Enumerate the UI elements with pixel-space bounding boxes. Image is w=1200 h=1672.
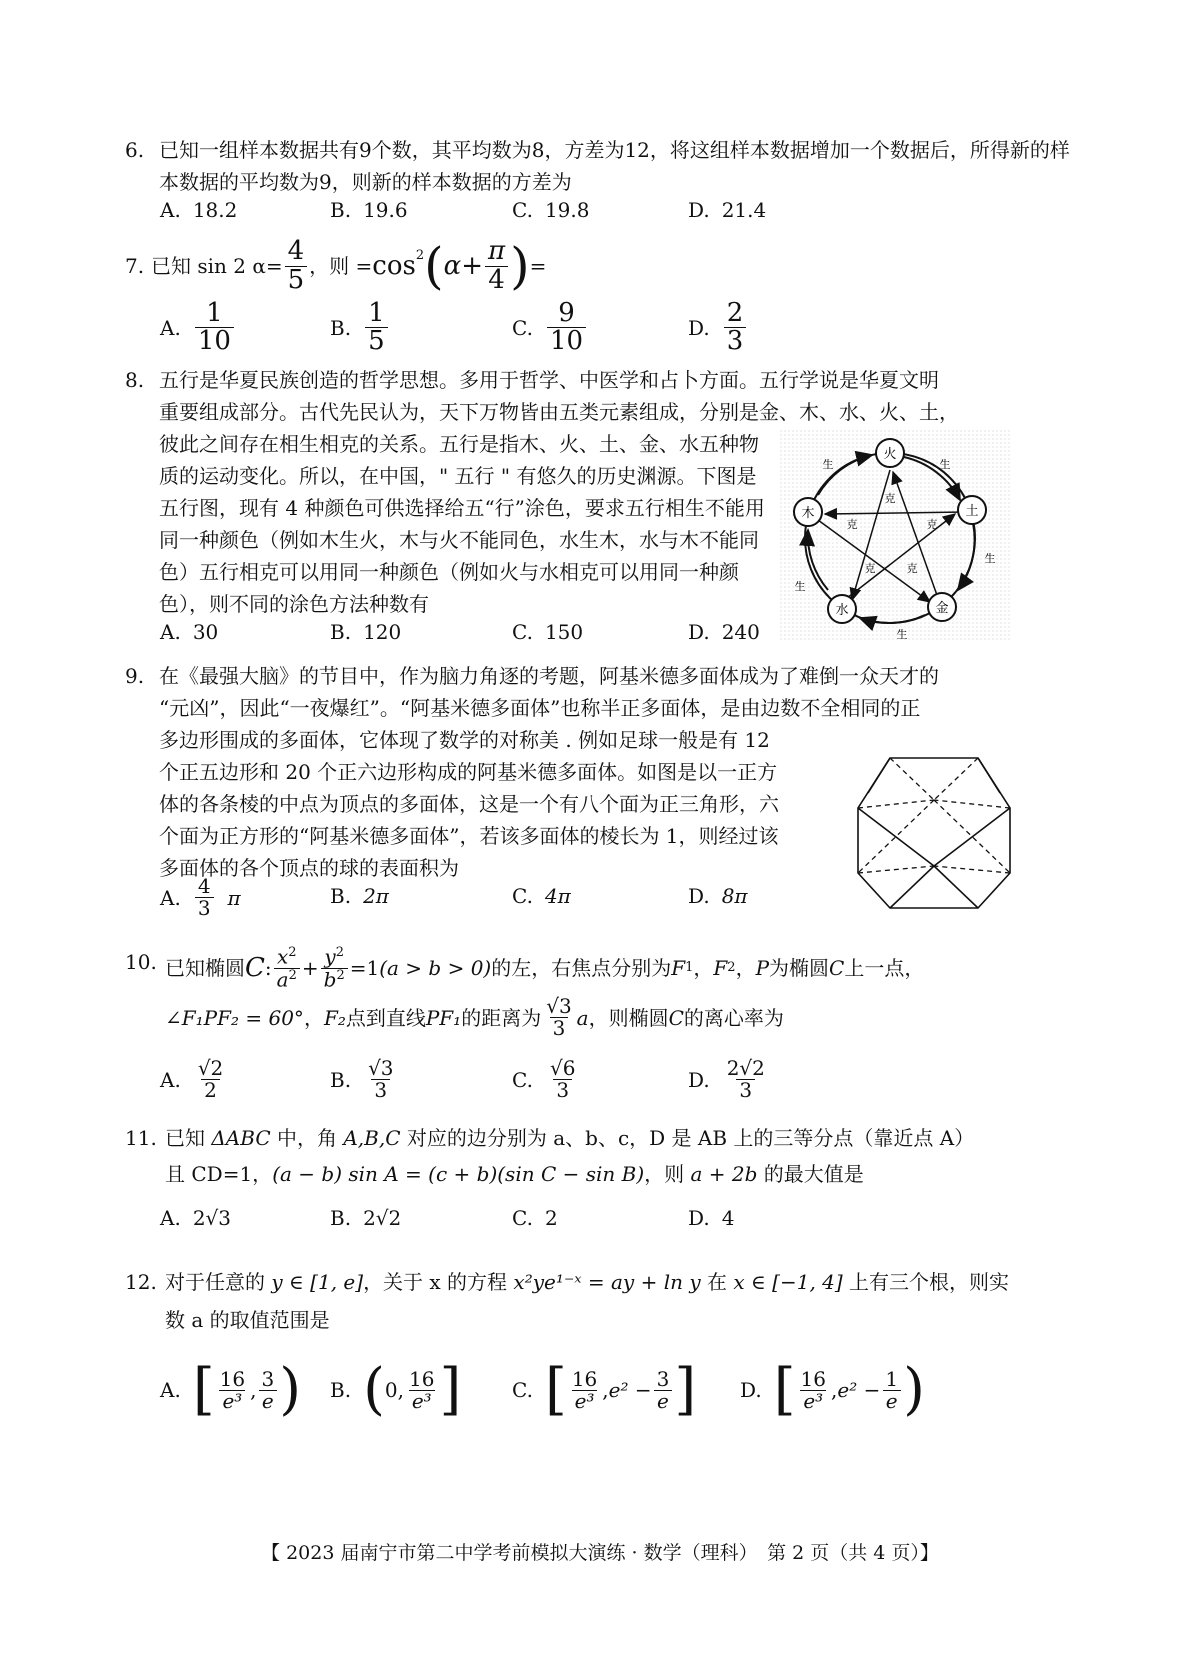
cos-func: cos bbox=[372, 251, 416, 281]
line-pf1: PF₁ bbox=[425, 1005, 462, 1030]
sep: ， bbox=[693, 956, 714, 981]
option-c: C. [ $\frac{16}{\text{e³}}$ , e² − $\frac{3}{e}$ ] bbox=[512, 1357, 697, 1422]
option-b: B. $\frac{√3}{3}$ bbox=[330, 1056, 394, 1102]
ellipse-name: C bbox=[829, 956, 845, 981]
q7-mid: ，则 = bbox=[309, 254, 373, 278]
q7-pre: 已知 sin 2 α bbox=[151, 254, 266, 278]
option-a: A. 30 bbox=[160, 620, 219, 644]
option-d: D. 240 bbox=[688, 620, 760, 644]
q10-text: 已知椭圆 bbox=[165, 956, 245, 981]
question-12 bbox=[125, 1266, 1125, 1336]
option-b: B. 120 bbox=[330, 620, 402, 644]
q11-text: ，则 bbox=[644, 1162, 691, 1186]
option-c: C. 2 bbox=[512, 1206, 558, 1230]
option-b: B. ( 0, $\frac{16}{\text{e³}}$ ] bbox=[330, 1357, 462, 1422]
option-c: C. $\frac{√6}{3}$ bbox=[512, 1056, 576, 1102]
option-a: A. [ $\frac{16}{\text{e³}}$ , $\frac{3}{e}$ ) bbox=[160, 1357, 302, 1422]
question-11 bbox=[125, 1122, 1125, 1190]
svg-text:生: 生 bbox=[984, 552, 996, 565]
q10-text: 为椭圆 bbox=[769, 956, 830, 981]
options-7 bbox=[160, 300, 860, 360]
fraction: $\frac{y^2}{b^2}$ bbox=[321, 946, 348, 990]
option-c: C. $\frac{9}{10}$ bbox=[512, 300, 588, 356]
option-a: A. $\frac{4}{3}$ π bbox=[160, 874, 241, 920]
question-line: 在《最强大脑》的节目中，作为脑力角逐的考题，阿基米德多面体成为了难倒一众天才的 bbox=[159, 664, 939, 688]
question-7: 7. 已知 sin 2 α = $\frac{4}{5}$ ，则 = cos 2 ( α+ $\frac{\pi}{4}$ ) = bbox=[125, 236, 547, 295]
q12-text: ，关于 x 的方程 bbox=[363, 1270, 514, 1294]
y-condition: y ∈ [1, e] bbox=[271, 1270, 364, 1294]
option-c: C. 19.8 bbox=[512, 198, 590, 222]
ellipse-name: C bbox=[668, 1005, 684, 1030]
colon: : bbox=[264, 956, 272, 981]
svg-text:克: 克 bbox=[926, 518, 938, 531]
option-b: B. $\frac{1}{5}$ bbox=[330, 300, 390, 356]
q11-text: 对应的边分别为 a、b、c，D 是 AB 上的三等分点（靠近点 A） bbox=[400, 1126, 975, 1150]
options-6 bbox=[160, 198, 860, 238]
equation: (a − b) sin A = (c + b)(sin C − sin B) bbox=[272, 1162, 645, 1186]
focus-2: F₂ bbox=[323, 1005, 346, 1030]
svg-text:生: 生 bbox=[822, 458, 834, 471]
q11-text: 且 CD=1， bbox=[165, 1162, 273, 1186]
q10-text: 上一点， bbox=[844, 956, 925, 981]
question-number: 11. bbox=[125, 1126, 157, 1150]
eq: =1 bbox=[349, 956, 380, 981]
fraction: $\frac{\pi}{4}$ bbox=[485, 238, 508, 294]
option-d: D. [ $\frac{16}{\text{e³}}$ , e² − $\frac{1}{e}$ ) bbox=[740, 1357, 925, 1422]
question-number: 9. bbox=[125, 664, 145, 688]
equation: x²ye¹⁻ˣ = ay + ln y bbox=[513, 1270, 701, 1294]
svg-text:克: 克 bbox=[884, 492, 896, 505]
q12-text: 对于任意的 bbox=[165, 1270, 272, 1294]
question-line: 重要组成部分。古代先民认为，天下万物皆由五类元素组成，分别是金、木、水、火、土， bbox=[159, 400, 959, 424]
question-6 bbox=[125, 134, 1085, 198]
node-water: 水 bbox=[835, 603, 849, 618]
option-b: B. 2√2 bbox=[330, 1206, 402, 1230]
angle-condition: ∠F₁PF₂ = 60° bbox=[165, 1005, 304, 1030]
expression: a + 2b bbox=[690, 1162, 758, 1186]
q10-text: ，则椭圆 bbox=[588, 1005, 669, 1030]
svg-text:克: 克 bbox=[846, 518, 858, 531]
question-text: 彼此之间存在相生相克的关系。五行是指木、火、土、金、水五种物质的运动变化。所以，在中国，" 五行 " 有悠久的历史渊源。下图是五行图，现有 4 种颜色可供选择给五“行”涂色，要求五行相生不能用同一种颜色（例如木生火，木与火不能同色，水生木，水与木不能同色）五行相克可以用同一种颜色（例如火与水相克可以用同一种颜色），则不同的涂色方法种数有 bbox=[159, 432, 765, 616]
node-fire: 火 bbox=[883, 447, 897, 462]
option-c: C. 150 bbox=[512, 620, 584, 644]
option-a: A. 18.2 bbox=[160, 198, 238, 222]
option-b: B. 19.6 bbox=[330, 198, 408, 222]
angles: A,B,C bbox=[343, 1126, 401, 1150]
sep: ， bbox=[735, 956, 756, 981]
hidden-edges bbox=[858, 758, 1010, 873]
var-a: a bbox=[576, 1005, 589, 1030]
q10-text: 的离心率为 bbox=[683, 1005, 784, 1030]
option-d: D. 8π bbox=[688, 884, 748, 908]
options-12 bbox=[160, 1357, 960, 1428]
options-11 bbox=[160, 1206, 860, 1246]
point-p: P bbox=[755, 956, 770, 981]
triangle: ΔABC bbox=[211, 1126, 271, 1150]
question-number: 12. bbox=[125, 1270, 157, 1294]
option-d: D. $\frac{2√2}{3}$ bbox=[688, 1056, 765, 1102]
x-condition: x ∈ [−1, 4] bbox=[733, 1270, 843, 1294]
option-d: D. 4 bbox=[688, 1206, 735, 1230]
sep: ， bbox=[303, 1005, 324, 1030]
fraction: $\frac{4}{5}$ bbox=[285, 238, 308, 294]
option-a: A. $\frac{1}{10}$ bbox=[160, 300, 236, 356]
q10-text: 的左，右焦点分别为 bbox=[491, 956, 672, 981]
options-8 bbox=[160, 620, 860, 660]
fraction: $\frac{√3}{3}$ bbox=[546, 994, 572, 1041]
question-number: 7. bbox=[125, 254, 145, 278]
option-a: A. 2√3 bbox=[160, 1206, 232, 1230]
cuboctahedron-figure bbox=[850, 748, 1015, 918]
node-wood: 木 bbox=[801, 506, 815, 521]
visible-edges bbox=[858, 758, 1010, 908]
svg-text:克: 克 bbox=[864, 562, 876, 575]
focus-2: F bbox=[713, 956, 728, 981]
condition: (a > b > 0) bbox=[379, 956, 492, 981]
question-text: 已知一组样本数据共有9个数，其平均数为8，方差为12，将这组样本数据增加一个数据后，所得新的样本数据的平均数为9，则新的样本数据的方差为 bbox=[159, 138, 1070, 194]
wuxing-diagram bbox=[780, 430, 1010, 640]
options-9 bbox=[160, 876, 860, 926]
q12-text: 在 bbox=[700, 1270, 734, 1294]
svg-text:克: 克 bbox=[906, 562, 918, 575]
q7-eq: = bbox=[265, 254, 283, 278]
plus: + bbox=[301, 956, 319, 981]
q10-text: 的距离为 bbox=[461, 1005, 542, 1030]
option-b: B. 2π bbox=[330, 884, 389, 908]
q11-text: 的最大值是 bbox=[757, 1162, 864, 1186]
node-earth: 土 bbox=[965, 504, 979, 519]
option-d: D. 21.4 bbox=[688, 198, 767, 222]
question-10: 10. 已知椭圆 C : $\frac{x^2}{a^2}$ + $\frac{y^2}{b^2}$ =1 (a > b > 0) 的左，右焦点分别为 F 1 ， F 2 ， P 为椭圆 C 上一点， ∠F₁PF₂ = 60° ， F₂ 点到直线 PF₁ 的距离为 $\frac{√3}{3}$ a ，则椭圆 C 的离心率为 bbox=[125, 944, 925, 1041]
svg-text:生: 生 bbox=[794, 580, 806, 593]
svg-text:生: 生 bbox=[896, 628, 908, 640]
option-a: A. $\frac{√2}{2}$ bbox=[160, 1056, 224, 1102]
question-number: 6. bbox=[125, 138, 145, 162]
alpha-term: α+ bbox=[443, 251, 483, 281]
q12-text: 上有三个根，则实 bbox=[842, 1270, 1010, 1294]
question-number: 10. bbox=[125, 950, 157, 974]
q11-text: 中，角 bbox=[270, 1126, 344, 1150]
question-line: 五行是华夏民族创造的哲学思想。多用于哲学、中医学和占卜方面。五行学说是华夏文明 bbox=[159, 368, 939, 392]
q7-end: = bbox=[529, 254, 547, 278]
q11-text: 已知 bbox=[165, 1126, 212, 1150]
page-footer: 【 2023 届南宁市第二中学考前模拟大演练 · 数学（理科） 第 2 页（共 4 页）】 bbox=[261, 1542, 939, 1564]
option-d: D. $\frac{2}{3}$ bbox=[688, 300, 748, 356]
question-number: 8. bbox=[125, 368, 145, 392]
option-c: C. 4π bbox=[512, 884, 571, 908]
fraction: $\frac{x^2}{a^2}$ bbox=[274, 946, 300, 990]
question-line: “元凶”，因此“一夜爆红”。“阿基米德多面体”也称半正多面体，是由边数不全相同的正 bbox=[159, 696, 921, 720]
q12-text: 数 a 的取值范围是 bbox=[165, 1308, 330, 1332]
node-metal: 金 bbox=[935, 601, 949, 616]
question-text: 多边形围成的多面体，它体现了数学的对称美 . 例如足球一般是有 12 个正五边形和 20 个正六边形构成的阿基米德多面体。如图是以一正方体的各条棱的中点为顶点的多面体，这是一个有八个面为正三角形，六个面为正方形的“阿基米德多面体”，若该多面体的棱长为 1，则经过该多面体的各个顶点的球的表面积为 bbox=[159, 728, 779, 880]
options-10 bbox=[160, 1058, 860, 1114]
focus-1: F bbox=[671, 956, 686, 981]
ellipse-name: C bbox=[245, 953, 265, 984]
svg-text:生: 生 bbox=[939, 458, 951, 471]
q10-text: 点到直线 bbox=[345, 1005, 426, 1030]
